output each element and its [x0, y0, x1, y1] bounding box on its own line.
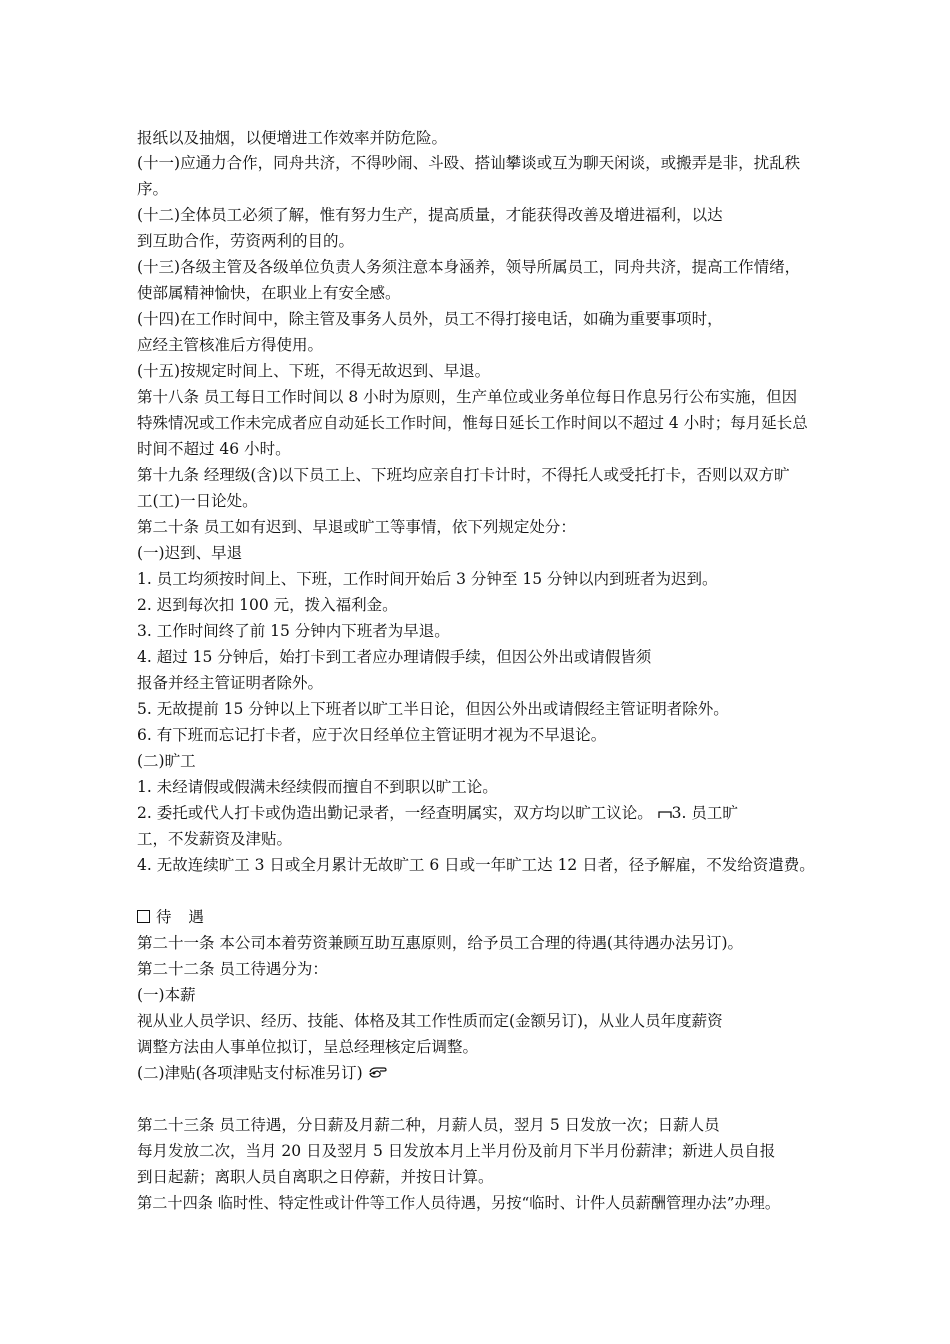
- text-line: 到日起薪；离职人员自离职之日停薪，并按日计算。: [137, 1168, 494, 1186]
- subsection-heading: [137, 1061, 388, 1085]
- article-22: 第二十二条 员工待遇分为：: [137, 960, 328, 978]
- article-21: 第二十一条 本公司本着劳资兼顾互助互惠原则，给予员工合理的待遇(其待遇办法另订)。: [137, 934, 744, 952]
- text-line: (十三)各级主管及各级单位负责人务须注意本身涵养，领导所属员工，同舟共济，提高工作情绪，: [137, 258, 801, 276]
- text-line: 视从业人员学识、经历、技能、体格及其工作性质而定(金额另订)，从业人员年度薪资: [137, 1012, 723, 1030]
- section-heading: [137, 905, 210, 929]
- bracket-mark-icon: [658, 802, 672, 826]
- text-line: 报纸以及抽烟，以便增进工作效率并防危险。: [137, 129, 448, 147]
- text-line: 应经主管核准后方得使用。: [137, 336, 324, 354]
- article-20: 第二十条 员工如有迟到、早退或旷工等事情，依下列规定处分：: [137, 518, 576, 536]
- text-line: 工，不发薪资及津贴。: [137, 830, 293, 848]
- list-item-text: 2. 委托或代人打卡或伪造出勤记录者，一经查明属实，双方均以旷工议论。: [137, 804, 653, 822]
- list-item: 4. 无故连续旷工 3 日或全月累计无故旷工 6 日或一年旷工达 12 日者，径予解雇，不发给资遣费。: [137, 856, 815, 874]
- list-item: 5. 无故提前 15 分钟以上下班者以旷工半日论，但因公外出或请假经主管证明者除外。: [137, 700, 729, 718]
- hand-pointer-icon: [368, 1062, 388, 1086]
- article-19: 第十九条 经理级(含)以下员工上、下班均应亲自打卡计时，不得托人或受托打卡，否则以双方旷: [137, 466, 790, 484]
- text-line: 时间不超过 46 小时。: [137, 440, 291, 458]
- text-line: 使部属精神愉快，在职业上有安全感。: [137, 284, 401, 302]
- list-item-text: 3. 员工旷: [671, 804, 738, 822]
- subsection-heading: (一)本薪: [137, 986, 196, 1004]
- section-title: 待 遇: [156, 908, 210, 926]
- article-24: 第二十四条 临时性、特定性或计件等工作人员待遇，另按“临时、计件人员薪酬管理办法”办理。: [137, 1194, 781, 1212]
- text-line: 调整方法由人事单位拟订，呈总经理核定后调整。: [137, 1038, 479, 1056]
- square-box-icon: [137, 910, 150, 923]
- text-line: 工(工)一日论处。: [137, 492, 258, 510]
- text-line: (十五)按规定时间上、下班，不得无故迟到、早退。: [137, 362, 491, 380]
- subsection-heading: (二)旷工: [137, 752, 196, 770]
- text-line: (十二)全体员工必须了解，惟有努力生产，提高质量，才能获得改善及增进福利，以达: [137, 206, 723, 224]
- list-item: 4. 超过 15 分钟后，始打卡到工者应办理请假手续，但因公外出或请假皆须: [137, 648, 652, 666]
- list-item: [137, 801, 738, 825]
- list-item: 6. 有下班而忘记打卡者，应于次日经单位主管证明才视为不早退论。: [137, 726, 607, 744]
- subsection-heading: (一)迟到、早退: [137, 544, 243, 562]
- article-18: 第十八条 员工每日工作时间以 8 小时为原则，生产单位或业务单位每日作息另行公布实施，但因: [137, 388, 798, 406]
- list-item: 3. 工作时间终了前 15 分钟内下班者为早退。: [137, 622, 450, 640]
- list-item: 2. 迟到每次扣 100 元，拨入福利金。: [137, 596, 398, 614]
- list-item: 1. 员工均须按时间上、下班，工作时间开始后 3 分钟至 15 分钟以内到班者为迟到。: [137, 570, 718, 588]
- text-line: 每月发放二次，当月 20 日及翌月 5 日发放本月上半月份及前月下半月份薪津；新进人员自报: [137, 1142, 776, 1160]
- article-23: 第二十三条 员工待遇，分日薪及月薪二种，月薪人员，翌月 5 日发放一次；日薪人员: [137, 1116, 720, 1134]
- text-line: (十一)应通力合作，同舟共济，不得吵闹、斗殴、搭讪攀谈或互为聊天闲谈，或搬弄是非，扰乱秩: [137, 154, 801, 172]
- text-line: (十四)在工作时间中，除主管及事务人员外，员工不得打接电话，如确为重要事项时，: [137, 310, 723, 328]
- subsection-text: (二)津贴(各项津贴支付标准另订): [137, 1064, 363, 1082]
- text-line: 报备并经主管证明者除外。: [137, 674, 324, 692]
- text-line: 到互助合作，劳资两利的目的。: [137, 232, 355, 250]
- text-line: 序。: [137, 180, 169, 198]
- list-item: 1. 未经请假或假满未经续假而擅自不到职以旷工论。: [137, 778, 498, 796]
- text-line: 特殊情况或工作未完成者应自动延长工作时间，惟每日延长工作时间以不超过 4 小时；每月延长总: [137, 414, 808, 432]
